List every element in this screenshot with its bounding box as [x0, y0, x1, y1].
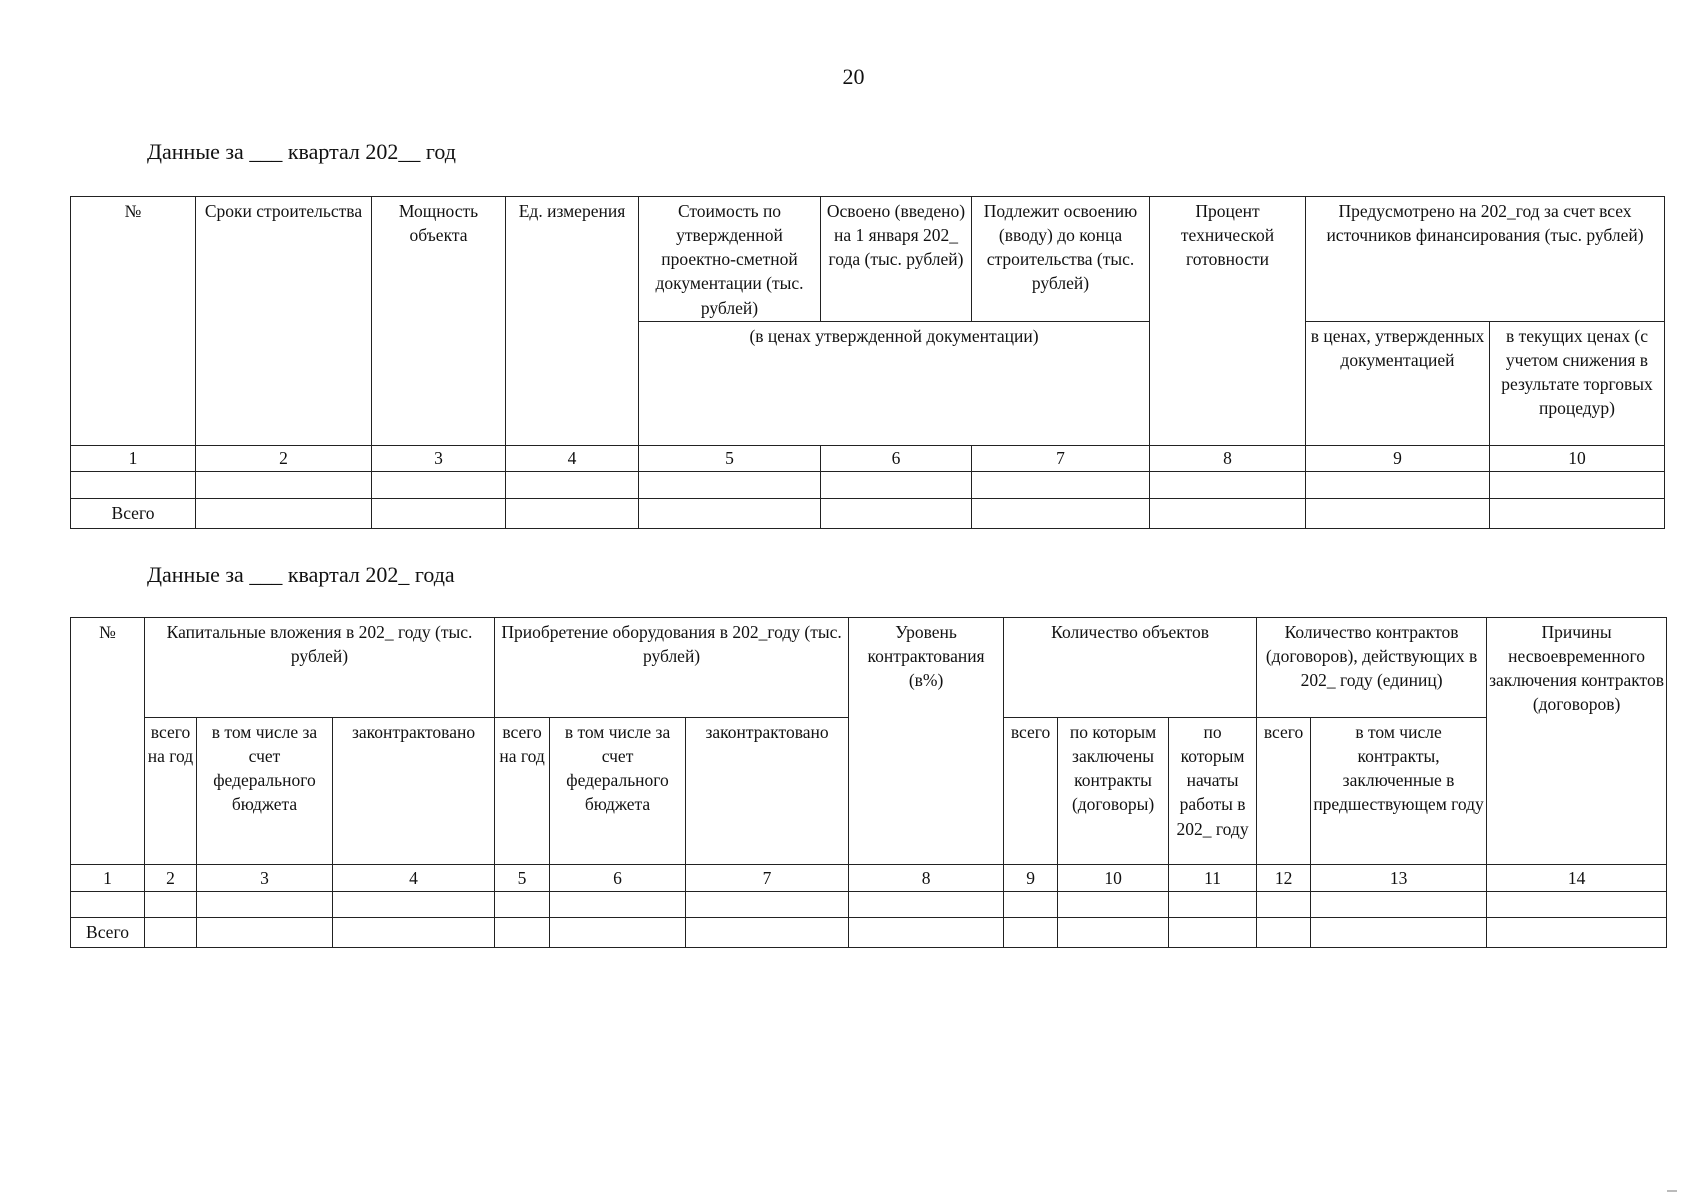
input-cell[interactable] — [849, 918, 1004, 948]
header-current-prices: в текущих ценах (с учетом снижения в результате торговых процедур) — [1490, 322, 1665, 446]
column-number: 10 — [1490, 446, 1665, 472]
input-cell[interactable] — [372, 499, 506, 529]
input-cell[interactable] — [197, 892, 333, 918]
header-contracts-total: всего — [1257, 718, 1311, 865]
input-cell[interactable] — [1306, 499, 1490, 529]
column-number: 2 — [196, 446, 372, 472]
input-cell[interactable] — [1257, 892, 1311, 918]
header-equipment-contracted: законтрактовано — [686, 718, 849, 865]
header-object-capacity: Мощность объекта — [372, 197, 506, 446]
header-capital-total: всего на год — [145, 718, 197, 865]
header-equipment-total: всего на год — [495, 718, 550, 865]
input-cell[interactable] — [1058, 892, 1169, 918]
column-number: 12 — [1257, 865, 1311, 892]
total-row — [71, 918, 1667, 948]
column-number: 13 — [1311, 865, 1487, 892]
total-label: Всего — [71, 499, 196, 529]
input-cell[interactable] — [972, 472, 1150, 499]
header-mastered-jan1: Освоено (введено) на 1 января 202_ года (тыс. рублей) — [821, 197, 972, 322]
input-cell[interactable] — [639, 472, 821, 499]
section1-heading: Данные за ___ квартал 202__ год — [147, 139, 456, 164]
total-row — [71, 499, 1665, 529]
input-cell[interactable] — [550, 892, 686, 918]
input-cell[interactable] — [1150, 499, 1306, 529]
column-number: 2 — [145, 865, 197, 892]
input-cell[interactable] — [686, 918, 849, 948]
column-number: 14 — [1487, 865, 1667, 892]
input-cell[interactable] — [196, 499, 372, 529]
input-cell[interactable] — [1306, 472, 1490, 499]
column-number: 9 — [1004, 865, 1058, 892]
page-number: 20 — [842, 64, 865, 89]
header-objects-contracted: по которым заключены контракты (договоры) — [1058, 718, 1169, 865]
input-cell[interactable] — [145, 918, 197, 948]
input-cell[interactable] — [71, 472, 196, 499]
scan-mark — [1667, 1190, 1677, 1192]
header-approved-prices: в ценах, утвержденных документацией — [1306, 322, 1490, 446]
header-equipment-federal: в том числе за счет федерального бюджета — [550, 718, 686, 865]
header-contracting-level: Уровень контрактования (в%) — [849, 618, 1004, 865]
input-cell[interactable] — [1487, 892, 1667, 918]
column-number: 8 — [849, 865, 1004, 892]
column-number: 1 — [71, 865, 145, 892]
header-capital-investments: Капитальные вложения в 202_ году (тыс. рублей) — [145, 618, 495, 718]
input-cell[interactable] — [639, 499, 821, 529]
input-cell[interactable] — [71, 892, 145, 918]
column-number: 6 — [821, 446, 972, 472]
input-cell[interactable] — [1487, 918, 1667, 948]
data-row — [71, 892, 1667, 918]
input-cell[interactable] — [1169, 918, 1257, 948]
input-cell[interactable] — [1311, 892, 1487, 918]
column-number-row — [71, 446, 1665, 472]
column-number: 5 — [495, 865, 550, 892]
input-cell[interactable] — [196, 472, 372, 499]
header-capital-federal: в том числе за счет федерального бюджета — [197, 718, 333, 865]
input-cell[interactable] — [821, 499, 972, 529]
input-cell[interactable] — [495, 892, 550, 918]
input-cell[interactable] — [1169, 892, 1257, 918]
header-equipment-purchase: Приобретение оборудования в 202_году (тыс. рублей) — [495, 618, 849, 718]
input-cell[interactable] — [506, 472, 639, 499]
input-cell[interactable] — [686, 892, 849, 918]
contracting-table — [70, 617, 1667, 948]
header-delay-reasons: Причины несвоевременного заключения контрактов (договоров) — [1487, 618, 1667, 865]
input-cell[interactable] — [145, 892, 197, 918]
header-objects-count: Количество объектов — [1004, 618, 1257, 718]
column-number: 7 — [686, 865, 849, 892]
column-number: 7 — [972, 446, 1150, 472]
input-cell[interactable] — [372, 472, 506, 499]
header-number: № — [71, 197, 196, 446]
input-cell[interactable] — [1058, 918, 1169, 948]
input-cell[interactable] — [1004, 892, 1058, 918]
header-construction-period: Сроки строительства — [196, 197, 372, 446]
header-contracts-count: Количество контрактов (договоров), действующих в 202_ году (единиц) — [1257, 618, 1487, 718]
column-number: 1 — [71, 446, 196, 472]
header-technical-readiness: Процент технической готовности — [1150, 197, 1306, 446]
header-contracts-previous-year: в том числе контракты, заключенные в предшествующем году — [1311, 718, 1487, 865]
data-row — [71, 472, 1665, 499]
input-cell[interactable] — [1311, 918, 1487, 948]
header-capital-contracted: законтрактовано — [333, 718, 495, 865]
input-cell[interactable] — [550, 918, 686, 948]
column-number: 5 — [639, 446, 821, 472]
capital-construction-table — [70, 196, 1665, 529]
header-objects-total: всего — [1004, 718, 1058, 865]
input-cell[interactable] — [197, 918, 333, 948]
column-number: 9 — [1306, 446, 1490, 472]
header-estimated-cost: Стоимость по утвержденной проектно-сметной документации (тыс. рублей) — [639, 197, 821, 322]
column-number: 3 — [372, 446, 506, 472]
section2-heading: Данные за ___ квартал 202_ года — [147, 562, 455, 587]
header-objects-started: по которым начаты работы в 202_ году — [1169, 718, 1257, 865]
header-unit: Ед. измерения — [506, 197, 639, 446]
header-remaining: Подлежит освоению (вводу) до конца строительства (тыс. рублей) — [972, 197, 1150, 322]
total-label: Всего — [71, 918, 145, 948]
column-number: 10 — [1058, 865, 1169, 892]
input-cell[interactable] — [1004, 918, 1058, 948]
input-cell[interactable] — [495, 918, 550, 948]
column-number: 8 — [1150, 446, 1306, 472]
column-number: 6 — [550, 865, 686, 892]
column-number: 3 — [197, 865, 333, 892]
input-cell[interactable] — [333, 892, 495, 918]
input-cell[interactable] — [849, 892, 1004, 918]
column-number: 11 — [1169, 865, 1257, 892]
input-cell[interactable] — [1257, 918, 1311, 948]
input-cell[interactable] — [1490, 472, 1665, 499]
column-number-row — [71, 865, 1667, 892]
column-number: 4 — [333, 865, 495, 892]
header-number: № — [71, 618, 145, 865]
column-number: 4 — [506, 446, 639, 472]
input-cell[interactable] — [333, 918, 495, 948]
input-cell[interactable] — [506, 499, 639, 529]
input-cell[interactable] — [1490, 499, 1665, 529]
input-cell[interactable] — [972, 499, 1150, 529]
header-price-note: (в ценах утвержденной документации) — [639, 322, 1150, 446]
header-planned-financing: Предусмотрено на 202_год за счет всех источников финансирования (тыс. рублей) — [1306, 197, 1665, 322]
input-cell[interactable] — [821, 472, 972, 499]
input-cell[interactable] — [1150, 472, 1306, 499]
